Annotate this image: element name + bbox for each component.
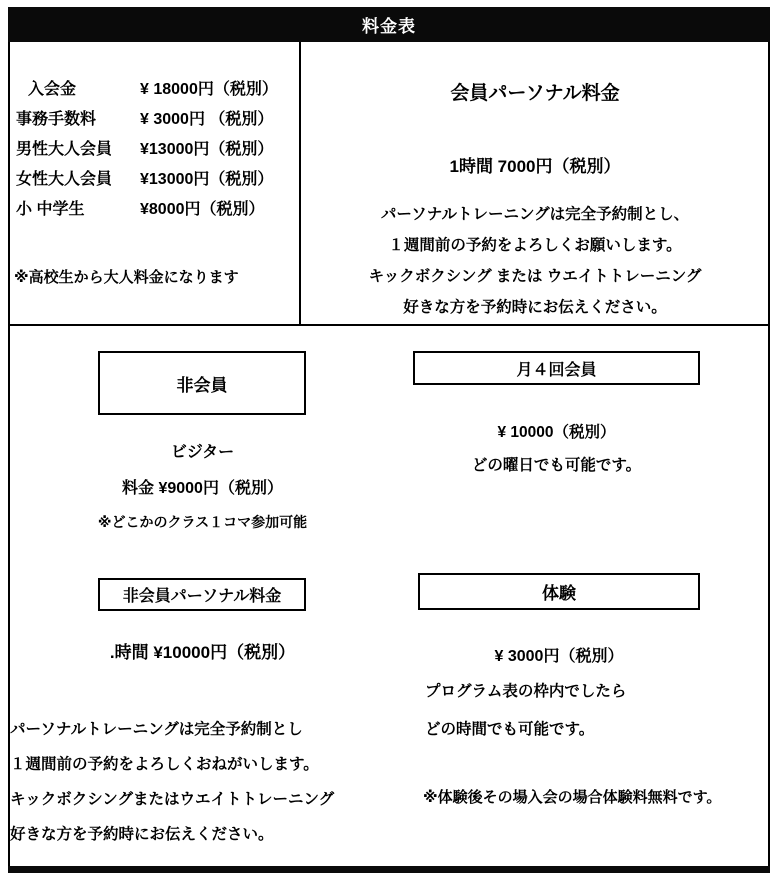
fee-price: ¥ 3000円 （税別） <box>140 110 274 128</box>
fee-row <box>16 162 292 192</box>
monthly4-box <box>413 351 700 385</box>
note-line: １週間前の予約をよろしくおねがいします。 <box>10 756 319 773</box>
member-personal-price: 1時間 7000円（税別） <box>449 157 621 176</box>
member-personal-section <box>300 42 770 325</box>
fee-label: 事務手数料 <box>16 110 97 128</box>
monthly4-box-label: 月４回会員 <box>516 361 597 379</box>
fee-row <box>16 72 292 102</box>
non-member-personal-box-label: 非会員パーソナル料金 <box>122 588 282 605</box>
note-line: 好きな方を予約時にお伝えください。 <box>403 299 667 316</box>
visitor-price: 料金 ¥9000円（税別） <box>122 480 283 497</box>
fee-price: ¥8000円（税別） <box>140 200 265 218</box>
note-line: 好きな方を予約時にお伝えください。 <box>10 826 274 843</box>
member-personal-heading: 会員パーソナル料金 <box>450 83 620 104</box>
non-member-personal-notes <box>10 712 334 852</box>
trial-price: ¥ 3000円（税別） <box>494 648 624 665</box>
bottom-border-bar <box>8 866 770 873</box>
monthly4-availability: どの曜日でも可能です。 <box>471 457 642 474</box>
trial-free-note: ※体験後その場入会の場合体験料無料です。 <box>423 789 722 806</box>
note-line: パーソナルトレーニングは完全予約制とし、 <box>380 206 690 223</box>
note-line: パーソナルトレーニングは完全予約制とし <box>10 721 303 738</box>
fee-label: 小 中学生 <box>16 200 85 218</box>
adult-fee-note: ※高校生から大人料金になります <box>14 269 239 286</box>
page-title: 料金表 <box>8 7 770 42</box>
fee-price: ¥ 18000円（税別） <box>140 80 278 98</box>
trial-detail-line: どの時間でも可能です。 <box>425 721 595 738</box>
monthly4-details <box>413 416 700 482</box>
note-line: １週間前の予約をよろしくお願いします。 <box>388 237 682 254</box>
fee-price: ¥13000円（税別） <box>140 140 274 158</box>
fee-label: 入会金 <box>28 80 77 98</box>
monthly4-price: ¥ 10000（税別） <box>497 424 616 441</box>
non-member-box <box>98 351 306 415</box>
fee-row <box>16 192 292 222</box>
membership-fee-list <box>16 72 292 222</box>
visitor-note: ※どこかのクラス１コマ参加可能 <box>97 514 308 530</box>
non-member-personal-box <box>98 578 306 611</box>
trial-detail-line: プログラム表の枠内でしたら <box>425 683 627 700</box>
trial-box <box>418 573 700 610</box>
fee-label: 男性大人会員 <box>16 140 113 158</box>
member-personal-notes <box>300 199 770 323</box>
fee-price: ¥13000円（税別） <box>140 170 274 188</box>
fee-row <box>16 132 292 162</box>
note-line: キックボクシングまたはウエイトトレーニング <box>10 791 335 808</box>
fee-row <box>16 102 292 132</box>
non-member-box-label: 非会員 <box>176 375 228 395</box>
trial-box-label: 体験 <box>542 584 576 603</box>
note-line: キックボクシング または ウエイトトレーニング <box>368 268 702 285</box>
fee-label: 女性大人会員 <box>16 170 113 188</box>
non-member-personal-price: .時間 ¥10000円（税別） <box>109 643 296 662</box>
visitor-label: ビジター <box>170 444 235 461</box>
